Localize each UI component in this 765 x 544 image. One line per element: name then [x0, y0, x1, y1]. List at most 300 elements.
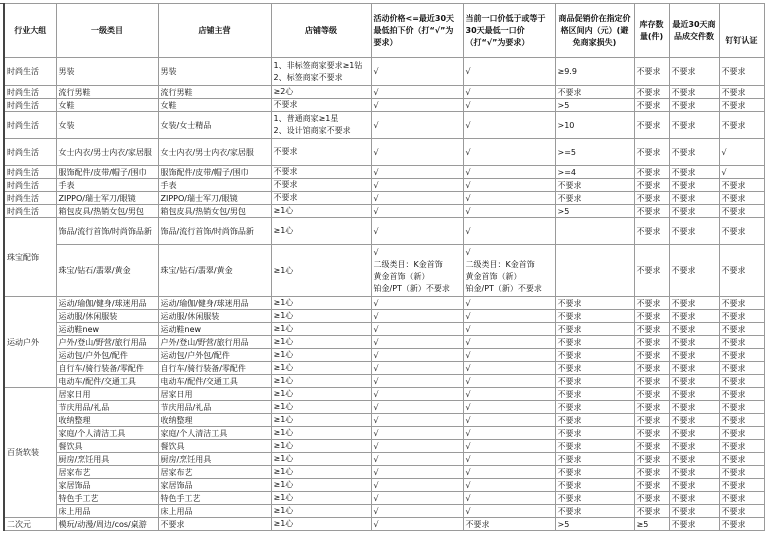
cell-current-price[interactable]: √ [463, 166, 555, 179]
table-row [4, 297, 764, 310]
cell-shop-level-line: ≥1心 [273, 389, 294, 398]
cell-shop-level[interactable] [271, 139, 371, 166]
cell-dingtalk[interactable]: 不要求 [719, 440, 764, 453]
cell-orders-30d[interactable]: 不要求 [669, 349, 719, 362]
cell-main-business[interactable]: 珠宝/钻石/翡翠/黄金 [158, 245, 271, 297]
cell-main-business[interactable]: 运动服/休闲服装 [158, 310, 271, 323]
cell-industry[interactable]: 时尚生活 [4, 86, 56, 99]
cell-main-business[interactable]: 女装/女士精品 [158, 112, 271, 139]
cell-stock[interactable]: 不要求 [634, 505, 669, 518]
cell-activity-price[interactable]: √ [371, 139, 463, 166]
cell-category[interactable]: 箱包皮具/热销女包/男包 [56, 205, 158, 218]
cell-current-price[interactable]: 不要求 [463, 518, 555, 531]
cell-dingtalk[interactable]: 不要求 [719, 388, 764, 401]
cell-current-price[interactable]: √ [463, 466, 555, 479]
cell-orders-30d[interactable]: 不要求 [669, 375, 719, 388]
cell-main-business[interactable]: 节庆用品/礼品 [158, 401, 271, 414]
cell-dingtalk[interactable]: 不要求 [719, 58, 764, 86]
cell-promo-price[interactable]: 不要求 [555, 362, 634, 375]
cell-dingtalk[interactable]: 不要求 [719, 414, 764, 427]
cell-orders-30d[interactable]: 不要求 [669, 58, 719, 86]
cell-shop-level[interactable] [271, 362, 371, 375]
cell-main-business[interactable]: 户外/登山/野营/旅行用品 [158, 336, 271, 349]
cell-stock[interactable]: 不要求 [634, 310, 669, 323]
table-row [4, 440, 764, 453]
cell-main-business[interactable]: 厨房/烹饪用具 [158, 453, 271, 466]
cell-orders-30d[interactable]: 不要求 [669, 179, 719, 192]
cell-activity-price[interactable]: √ [371, 297, 463, 310]
cell-main-business[interactable]: ZIPPO/瑞士军刀/眼镜 [158, 192, 271, 205]
cell-main-business[interactable]: 居家布艺 [158, 466, 271, 479]
cell-promo-price[interactable]: 不要求 [555, 310, 634, 323]
cell-industry[interactable]: 百货软装 [4, 388, 56, 518]
cell-shop-level[interactable] [271, 492, 371, 505]
cell-promo-price[interactable]: >10 [555, 112, 634, 139]
cell-orders-30d[interactable]: 不要求 [669, 86, 719, 99]
cell-promo-price[interactable]: 不要求 [555, 179, 634, 192]
cell-stock[interactable]: 不要求 [634, 349, 669, 362]
cell-industry[interactable]: 时尚生活 [4, 192, 56, 205]
cell-activity-price[interactable]: √ [371, 166, 463, 179]
cell-promo-price[interactable]: 不要求 [555, 453, 634, 466]
cell-orders-30d[interactable]: 不要求 [669, 297, 719, 310]
cell-category[interactable]: 特色手工艺 [56, 492, 158, 505]
cell-main-business[interactable]: 电动车/配件/交通工具 [158, 375, 271, 388]
cell-orders-30d[interactable]: 不要求 [669, 336, 719, 349]
cell-activity-price[interactable]: √ [371, 349, 463, 362]
cell-main-business[interactable]: 女士内衣/男士内衣/家居服 [158, 139, 271, 166]
cell-activity-price[interactable]: √ [371, 112, 463, 139]
cell-current-price[interactable]: √ [463, 349, 555, 362]
cell-promo-price[interactable]: 不要求 [555, 388, 634, 401]
cell-shop-level-line: ≥1心 [273, 480, 294, 489]
cell-activity-price[interactable]: √ [371, 388, 463, 401]
cell-industry[interactable]: 时尚生活 [4, 179, 56, 192]
cell-orders-30d[interactable]: 不要求 [669, 99, 719, 112]
cell-promo-price[interactable]: 不要求 [555, 466, 634, 479]
cell-dingtalk[interactable]: 不要求 [719, 99, 764, 112]
cell-stock[interactable]: 不要求 [634, 375, 669, 388]
cell-shop-level[interactable] [271, 466, 371, 479]
cell-dingtalk[interactable]: 不要求 [719, 192, 764, 205]
cell-activity-price[interactable]: √ [371, 179, 463, 192]
cell-promo-price[interactable]: 不要求 [555, 323, 634, 336]
cell-activity-price[interactable]: √ [371, 218, 463, 245]
cell-category[interactable]: 节庆用品/礼品 [56, 401, 158, 414]
cell-dingtalk[interactable]: 不要求 [719, 466, 764, 479]
cell-stock[interactable]: 不要求 [634, 440, 669, 453]
header-main-business: 店铺主营 [158, 4, 271, 58]
cell-current-price[interactable]: √ [463, 112, 555, 139]
table-row [4, 218, 764, 245]
cell-category[interactable]: 床上用品 [56, 505, 158, 518]
cell-dingtalk[interactable]: 不要求 [719, 310, 764, 323]
cell-stock[interactable]: 不要求 [634, 205, 669, 218]
cell-category[interactable]: 女士内衣/男士内衣/家居服 [56, 139, 158, 166]
cell-main-business[interactable]: 饰品/流行首饰/时尚饰品新 [158, 218, 271, 245]
table-row [4, 479, 764, 492]
header-activity-price: 活动价格<=最近30天最低拍下价（打“√”为要求） [371, 4, 463, 58]
cell-shop-level[interactable] [271, 99, 371, 112]
cell-current-price[interactable]: √ [463, 401, 555, 414]
cell-orders-30d[interactable]: 不要求 [669, 139, 719, 166]
cell-activity-price[interactable]: √ [371, 192, 463, 205]
cell-stock[interactable]: 不要求 [634, 245, 669, 297]
cell-stock[interactable]: 不要求 [634, 86, 669, 99]
cell-industry[interactable]: 时尚生活 [4, 166, 56, 179]
cell-stock[interactable]: 不要求 [634, 139, 669, 166]
table-row [4, 349, 764, 362]
table-row [4, 362, 764, 375]
cell-promo-price[interactable]: 不要求 [555, 349, 634, 362]
cell-dingtalk[interactable]: 不要求 [719, 86, 764, 99]
cell-category[interactable]: 运动包/户外包/配件 [56, 349, 158, 362]
cell-shop-level[interactable] [271, 349, 371, 362]
cell-category[interactable]: 模玩/动漫/周边/cos/桌游 [56, 518, 158, 531]
cell-category[interactable]: 珠宝/钻石/翡翠/黄金 [56, 245, 158, 297]
table-row [4, 166, 764, 179]
table-row [4, 388, 764, 401]
cell-orders-30d[interactable]: 不要求 [669, 453, 719, 466]
cell-category[interactable]: 运动服/休闲服装 [56, 310, 158, 323]
cell-main-business[interactable]: 运动包/户外包/配件 [158, 349, 271, 362]
cell-dingtalk[interactable]: 不要求 [719, 336, 764, 349]
cell-stock[interactable]: 不要求 [634, 192, 669, 205]
cell-current-price[interactable]: √ [463, 297, 555, 310]
cell-promo-price[interactable]: 不要求 [555, 86, 634, 99]
cell-shop-level[interactable] [271, 245, 371, 297]
cell-stock[interactable]: 不要求 [634, 58, 669, 86]
cell-shop-level[interactable] [271, 414, 371, 427]
cell-shop-level[interactable] [271, 518, 371, 531]
cell-category[interactable]: 饰品/流行首饰/时尚饰品新 [56, 218, 158, 245]
cell-promo-price[interactable]: 不要求 [555, 375, 634, 388]
cell-promo-price[interactable]: ≥9.9 [555, 58, 634, 86]
cell-shop-level[interactable] [271, 179, 371, 192]
cell-shop-level-line: ≥1心 [273, 441, 294, 450]
cell-shop-level[interactable] [271, 192, 371, 205]
cell-dingtalk[interactable]: 不要求 [719, 179, 764, 192]
cell-industry[interactable]: 时尚生活 [4, 205, 56, 218]
cell-promo-price[interactable]: >5 [555, 518, 634, 531]
cell-current-price[interactable]: √ [463, 479, 555, 492]
cell-dingtalk[interactable]: 不要求 [719, 518, 764, 531]
cell-stock[interactable]: 不要求 [634, 492, 669, 505]
cell-activity-price[interactable]: √ [371, 453, 463, 466]
table-row [4, 245, 764, 297]
cell-activity-price[interactable]: √ [371, 414, 463, 427]
cell-activity-price[interactable]: √ [371, 205, 463, 218]
table-row [4, 112, 764, 139]
cell-dingtalk[interactable]: 不要求 [719, 205, 764, 218]
cell-orders-30d[interactable]: 不要求 [669, 427, 719, 440]
cell-main-business[interactable]: 自行车/骑行装备/零配件 [158, 362, 271, 375]
cell-orders-30d[interactable]: 不要求 [669, 440, 719, 453]
cell-current-price[interactable]: √ [463, 179, 555, 192]
cell-promo-price[interactable]: >5 [555, 205, 634, 218]
cell-shop-level[interactable] [271, 479, 371, 492]
cell-stock[interactable]: 不要求 [634, 362, 669, 375]
cell-promo-price[interactable]: 不要求 [555, 492, 634, 505]
cell-activity-price[interactable]: √ [371, 323, 463, 336]
cell-category[interactable]: 男装 [56, 58, 158, 86]
cell-main-business[interactable]: 流行男鞋 [158, 86, 271, 99]
cell-current-price[interactable]: √ [463, 58, 555, 86]
cell-current-price[interactable]: √ [463, 453, 555, 466]
cell-shop-level[interactable] [271, 440, 371, 453]
cell-stock[interactable]: 不要求 [634, 388, 669, 401]
cell-shop-level[interactable] [271, 297, 371, 310]
cell-promo-price[interactable]: 不要求 [555, 192, 634, 205]
cell-activity-price[interactable] [371, 245, 463, 297]
cell-main-business[interactable]: 男装 [158, 58, 271, 86]
cell-activity-price[interactable]: √ [371, 427, 463, 440]
cell-dingtalk[interactable]: 不要求 [719, 297, 764, 310]
cell-orders-30d[interactable]: 不要求 [669, 479, 719, 492]
cell-category[interactable]: 户外/登山/野营/旅行用品 [56, 336, 158, 349]
cell-dingtalk[interactable]: 不要求 [719, 453, 764, 466]
cell-dingtalk[interactable]: 不要求 [719, 245, 764, 297]
cell-activity-price[interactable]: √ [371, 310, 463, 323]
cell-promo-price[interactable]: 不要求 [555, 414, 634, 427]
cell-main-business[interactable]: 餐饮具 [158, 440, 271, 453]
cell-activity-price[interactable]: √ [371, 58, 463, 86]
cell-industry[interactable]: 运动户外 [4, 297, 56, 388]
cell-promo-price[interactable] [555, 218, 634, 245]
cell-shop-level[interactable] [271, 218, 371, 245]
cell-activity-price[interactable]: √ [371, 86, 463, 99]
cell-promo-price[interactable]: 不要求 [555, 505, 634, 518]
cell-shop-level[interactable] [271, 58, 371, 86]
cell-industry[interactable]: 时尚生活 [4, 99, 56, 112]
cell-stock[interactable]: 不要求 [634, 401, 669, 414]
cell-current-price[interactable]: √ [463, 388, 555, 401]
cell-category[interactable]: 电动车/配件/交通工具 [56, 375, 158, 388]
cell-current-price[interactable] [463, 245, 555, 297]
cell-main-business[interactable]: 家居饰品 [158, 479, 271, 492]
cell-shop-level[interactable] [271, 166, 371, 179]
cell-dingtalk[interactable]: 不要求 [719, 401, 764, 414]
cell-stock[interactable]: 不要求 [634, 414, 669, 427]
cell-current-price[interactable]: √ [463, 139, 555, 166]
cell-current-price[interactable]: √ [463, 414, 555, 427]
cell-shop-level[interactable] [271, 427, 371, 440]
cell-dingtalk[interactable]: 不要求 [719, 218, 764, 245]
cell-current-price[interactable]: √ [463, 86, 555, 99]
cell-orders-30d[interactable]: 不要求 [669, 323, 719, 336]
cell-shop-level-line: 不要求 [273, 167, 298, 176]
cell-orders-30d[interactable]: 不要求 [669, 310, 719, 323]
header-current-price: 当前一口价低于或等于30天最低一口价（打“√”为要求） [463, 4, 555, 58]
cell-current-price[interactable]: √ [463, 505, 555, 518]
cell-industry[interactable]: 珠宝配饰 [4, 218, 56, 297]
cell-dingtalk[interactable]: √ [719, 166, 764, 179]
cell-dingtalk[interactable]: √ [719, 139, 764, 166]
cell-category[interactable]: 手表 [56, 179, 158, 192]
cell-shop-level[interactable] [271, 323, 371, 336]
cell-activity-price-line: 二级类目：K金首饰 [373, 259, 443, 269]
cell-orders-30d[interactable]: 不要求 [669, 245, 719, 297]
cell-orders-30d[interactable]: 不要求 [669, 388, 719, 401]
cell-category[interactable]: 女鞋 [56, 99, 158, 112]
cell-promo-price[interactable]: 不要求 [555, 427, 634, 440]
header-orders-30d: 最近30天商品成交件数 [669, 4, 719, 58]
cell-activity-price[interactable]: √ [371, 492, 463, 505]
cell-main-business[interactable]: 床上用品 [158, 505, 271, 518]
cell-category[interactable]: 家居饰品 [56, 479, 158, 492]
cell-shop-level[interactable] [271, 205, 371, 218]
cell-stock[interactable]: 不要求 [634, 297, 669, 310]
cell-dingtalk[interactable]: 不要求 [719, 505, 764, 518]
cell-activity-price[interactable]: √ [371, 401, 463, 414]
cell-promo-price[interactable]: >=5 [555, 139, 634, 166]
cell-industry[interactable]: 时尚生活 [4, 112, 56, 139]
cell-promo-price[interactable] [555, 245, 634, 297]
cell-shop-level-line: ≥1心 [273, 493, 294, 502]
cell-main-business[interactable]: 女鞋 [158, 99, 271, 112]
cell-activity-price[interactable]: √ [371, 505, 463, 518]
cell-category[interactable]: 女装 [56, 112, 158, 139]
cell-activity-price[interactable]: √ [371, 518, 463, 531]
cell-category[interactable]: 居家布艺 [56, 466, 158, 479]
cell-main-business[interactable]: 运动鞋new [158, 323, 271, 336]
cell-main-business[interactable]: 家庭/个人清洁工具 [158, 427, 271, 440]
cell-category[interactable]: 家庭/个人清洁工具 [56, 427, 158, 440]
cell-shop-level-line: ≥1心 [273, 324, 294, 333]
cell-category[interactable]: 运动鞋new [56, 323, 158, 336]
cell-activity-price[interactable]: √ [371, 362, 463, 375]
cell-current-price[interactable]: √ [463, 205, 555, 218]
cell-dingtalk[interactable]: 不要求 [719, 427, 764, 440]
cell-promo-price[interactable]: 不要求 [555, 479, 634, 492]
cell-promo-price[interactable]: 不要求 [555, 440, 634, 453]
cell-current-price[interactable]: √ [463, 362, 555, 375]
cell-stock[interactable]: 不要求 [634, 99, 669, 112]
cell-main-business[interactable]: 特色手工艺 [158, 492, 271, 505]
cell-shop-level[interactable] [271, 453, 371, 466]
cell-promo-price[interactable]: >=4 [555, 166, 634, 179]
cell-category[interactable]: 居家日用 [56, 388, 158, 401]
cell-category[interactable]: 厨房/烹饪用具 [56, 453, 158, 466]
cell-current-price[interactable]: √ [463, 492, 555, 505]
cell-promo-price[interactable]: 不要求 [555, 297, 634, 310]
cell-industry[interactable]: 时尚生活 [4, 139, 56, 166]
cell-dingtalk[interactable]: 不要求 [719, 349, 764, 362]
cell-current-price[interactable]: √ [463, 427, 555, 440]
cell-main-business[interactable]: 箱包皮具/热销女包/男包 [158, 205, 271, 218]
cell-current-price[interactable]: √ [463, 375, 555, 388]
cell-current-price[interactable]: √ [463, 323, 555, 336]
cell-dingtalk[interactable]: 不要求 [719, 375, 764, 388]
cell-category[interactable]: 运动/瑜伽/健身/球迷用品 [56, 297, 158, 310]
cell-stock[interactable]: 不要求 [634, 323, 669, 336]
cell-stock[interactable]: 不要求 [634, 479, 669, 492]
cell-orders-30d[interactable]: 不要求 [669, 492, 719, 505]
cell-main-business[interactable]: 不要求 [158, 518, 271, 531]
cell-orders-30d[interactable]: 不要求 [669, 166, 719, 179]
table-row [4, 466, 764, 479]
table-row [4, 427, 764, 440]
cell-activity-price[interactable]: √ [371, 440, 463, 453]
cell-industry[interactable]: 时尚生活 [4, 58, 56, 86]
cell-stock[interactable]: 不要求 [634, 179, 669, 192]
cell-activity-price[interactable]: √ [371, 479, 463, 492]
cell-current-price[interactable]: √ [463, 310, 555, 323]
cell-main-business[interactable]: 服饰配件/皮带/帽子/围巾 [158, 166, 271, 179]
cell-orders-30d[interactable]: 不要求 [669, 505, 719, 518]
cell-dingtalk[interactable]: 不要求 [719, 323, 764, 336]
cell-shop-level[interactable] [271, 388, 371, 401]
cell-orders-30d[interactable]: 不要求 [669, 518, 719, 531]
cell-stock[interactable]: 不要求 [634, 166, 669, 179]
cell-promo-price[interactable]: 不要求 [555, 336, 634, 349]
cell-shop-level-line: 不要求 [273, 100, 298, 109]
cell-dingtalk[interactable]: 不要求 [719, 112, 764, 139]
cell-stock[interactable]: 不要求 [634, 218, 669, 245]
cell-category[interactable]: ZIPPO/瑞士军刀/眼镜 [56, 192, 158, 205]
cell-dingtalk[interactable]: 不要求 [719, 492, 764, 505]
cell-activity-price-line: √ [373, 247, 379, 257]
cell-dingtalk[interactable]: 不要求 [719, 479, 764, 492]
cell-shop-level[interactable] [271, 310, 371, 323]
cell-orders-30d[interactable]: 不要求 [669, 192, 719, 205]
cell-orders-30d[interactable]: 不要求 [669, 466, 719, 479]
cell-shop-level[interactable] [271, 375, 371, 388]
cell-stock[interactable]: 不要求 [634, 466, 669, 479]
cell-industry[interactable]: 二次元 [4, 518, 56, 531]
cell-current-price[interactable]: √ [463, 218, 555, 245]
cell-activity-price[interactable]: √ [371, 375, 463, 388]
cell-main-business[interactable]: 收纳整理 [158, 414, 271, 427]
cell-category[interactable]: 服饰配件/皮带/帽子/围巾 [56, 166, 158, 179]
cell-shop-level[interactable] [271, 401, 371, 414]
cell-activity-price[interactable]: √ [371, 99, 463, 112]
cell-category[interactable]: 餐饮具 [56, 440, 158, 453]
cell-current-price[interactable]: √ [463, 192, 555, 205]
cell-orders-30d[interactable]: 不要求 [669, 414, 719, 427]
cell-promo-price[interactable]: 不要求 [555, 401, 634, 414]
cell-stock[interactable]: 不要求 [634, 112, 669, 139]
cell-main-business[interactable]: 居家日用 [158, 388, 271, 401]
cell-orders-30d[interactable]: 不要求 [669, 401, 719, 414]
cell-category[interactable]: 收纳整理 [56, 414, 158, 427]
table-row [4, 310, 764, 323]
cell-orders-30d[interactable]: 不要求 [669, 205, 719, 218]
cell-stock[interactable]: 不要求 [634, 336, 669, 349]
cell-orders-30d[interactable]: 不要求 [669, 112, 719, 139]
cell-promo-price[interactable]: >5 [555, 99, 634, 112]
cell-stock[interactable]: 不要求 [634, 453, 669, 466]
cell-dingtalk[interactable]: 不要求 [719, 362, 764, 375]
cell-shop-level[interactable] [271, 112, 371, 139]
cell-activity-price[interactable]: √ [371, 466, 463, 479]
cell-orders-30d[interactable]: 不要求 [669, 362, 719, 375]
cell-shop-level[interactable] [271, 86, 371, 99]
cell-current-price[interactable]: √ [463, 99, 555, 112]
cell-current-price[interactable]: √ [463, 440, 555, 453]
cell-main-business[interactable]: 运动/瑜伽/健身/球迷用品 [158, 297, 271, 310]
cell-activity-price[interactable]: √ [371, 336, 463, 349]
cell-orders-30d[interactable]: 不要求 [669, 218, 719, 245]
cell-main-business[interactable]: 手表 [158, 179, 271, 192]
cell-shop-level[interactable] [271, 505, 371, 518]
cell-stock[interactable]: ≥5 [634, 518, 669, 531]
cell-category[interactable]: 流行男鞋 [56, 86, 158, 99]
cell-stock[interactable]: 不要求 [634, 427, 669, 440]
cell-category[interactable]: 自行车/骑行装备/零配件 [56, 362, 158, 375]
cell-shop-level[interactable] [271, 336, 371, 349]
cell-current-price[interactable]: √ [463, 336, 555, 349]
